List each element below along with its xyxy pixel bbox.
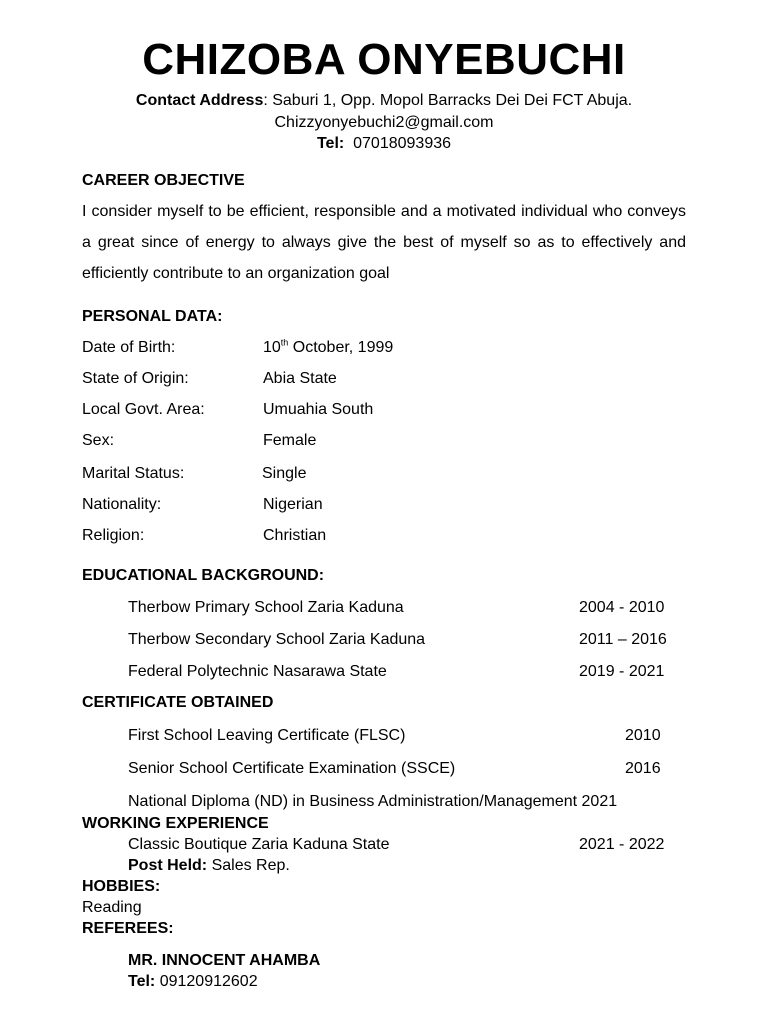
work-employer: Classic Boutique Zaria Kaduna State <box>128 836 390 853</box>
candidate-name: CHIZOBA ONYEBUCHI <box>142 35 626 84</box>
certificates-heading: CERTIFICATE OBTAINED <box>82 694 274 711</box>
personal-label: Religion: <box>82 527 145 544</box>
personal-value: Single <box>262 465 307 482</box>
education-school: Therbow Primary School Zaria Kaduna <box>128 599 404 616</box>
personal-row-lga <box>82 399 374 420</box>
personal-value: Female <box>263 432 317 449</box>
certificate-name: Senior School Certificate Examination (SSCE) <box>128 760 456 777</box>
personal-row-dob <box>82 337 394 358</box>
work-years: 2021 - 2022 <box>579 836 665 853</box>
contact-phone <box>0 133 768 154</box>
contact-email: Chizzyonyebuchi2@gmail.com <box>274 114 494 131</box>
personal-value: Umuahia South <box>263 401 374 418</box>
hobbies-value: Reading <box>82 899 142 916</box>
personal-row-nationality <box>82 494 323 515</box>
education-school: Federal Polytechnic Nasarawa State <box>128 663 387 680</box>
referee-phone-label: Tel: <box>128 973 156 990</box>
education-years: 2019 - 2021 <box>579 663 665 680</box>
contact-address-label: Contact Address <box>135 92 264 109</box>
career-objective-heading: CAREER OBJECTIVE <box>82 172 245 189</box>
personal-label: Nationality: <box>82 496 162 513</box>
contact-address-value: : Saburi 1, Opp. Mopol Barracks Dei Dei FCT Abuja. <box>263 92 633 109</box>
education-school: Therbow Secondary School Zaria Kaduna <box>128 631 426 648</box>
personal-label: Local Govt. Area: <box>82 401 205 418</box>
personal-row-origin <box>82 368 337 389</box>
personal-row-marital <box>82 463 307 484</box>
phone-value: 07018093936 <box>353 135 452 152</box>
career-objective-text: I consider myself to be efficient, responsible and a motivated individual who conveys a great since of energy to always give the best of myself so as to effectively and efficiently contribute to an organization goal <box>82 203 686 282</box>
certificate-name: First School Leaving Certificate (FLSC) <box>128 727 406 744</box>
personal-row-religion <box>82 525 327 546</box>
personal-value: Nigerian <box>263 496 323 513</box>
personal-data-heading: PERSONAL DATA: <box>82 308 223 325</box>
personal-label: State of Origin: <box>82 370 189 387</box>
certificate-year: 2010 <box>625 727 661 744</box>
contact-address <box>0 90 768 111</box>
work-post <box>128 855 290 876</box>
education-years: 2011 – 2016 <box>579 631 667 648</box>
work-experience-heading: WORKING EXPERIENCE <box>82 815 269 832</box>
personal-label: Sex: <box>82 432 115 449</box>
education-years: 2004 - 2010 <box>579 599 665 616</box>
personal-value: Abia State <box>263 370 337 387</box>
post-value: Sales Rep. <box>207 857 290 874</box>
referee-phone <box>128 971 258 992</box>
hobbies-heading: HOBBIES: <box>82 878 161 895</box>
personal-value: Christian <box>263 527 327 544</box>
personal-value: 10th October, 1999 <box>263 337 394 356</box>
referee-phone-value: 09120912602 <box>155 973 258 990</box>
referees-heading: REFEREES: <box>82 920 174 937</box>
post-label: Post Held: <box>128 857 208 874</box>
education-heading: EDUCATIONAL BACKGROUND: <box>82 567 325 584</box>
referee-name: MR. INNOCENT AHAMBA <box>128 952 321 969</box>
certificate-name: National Diploma (ND) in Business Administration/Management 2021 <box>128 793 618 810</box>
certificate-year: 2016 <box>625 760 661 777</box>
personal-label: Date of Birth: <box>82 339 176 356</box>
personal-row-sex <box>82 430 317 451</box>
phone-label: Tel: <box>316 135 345 152</box>
personal-label: Marital Status: <box>82 465 185 482</box>
